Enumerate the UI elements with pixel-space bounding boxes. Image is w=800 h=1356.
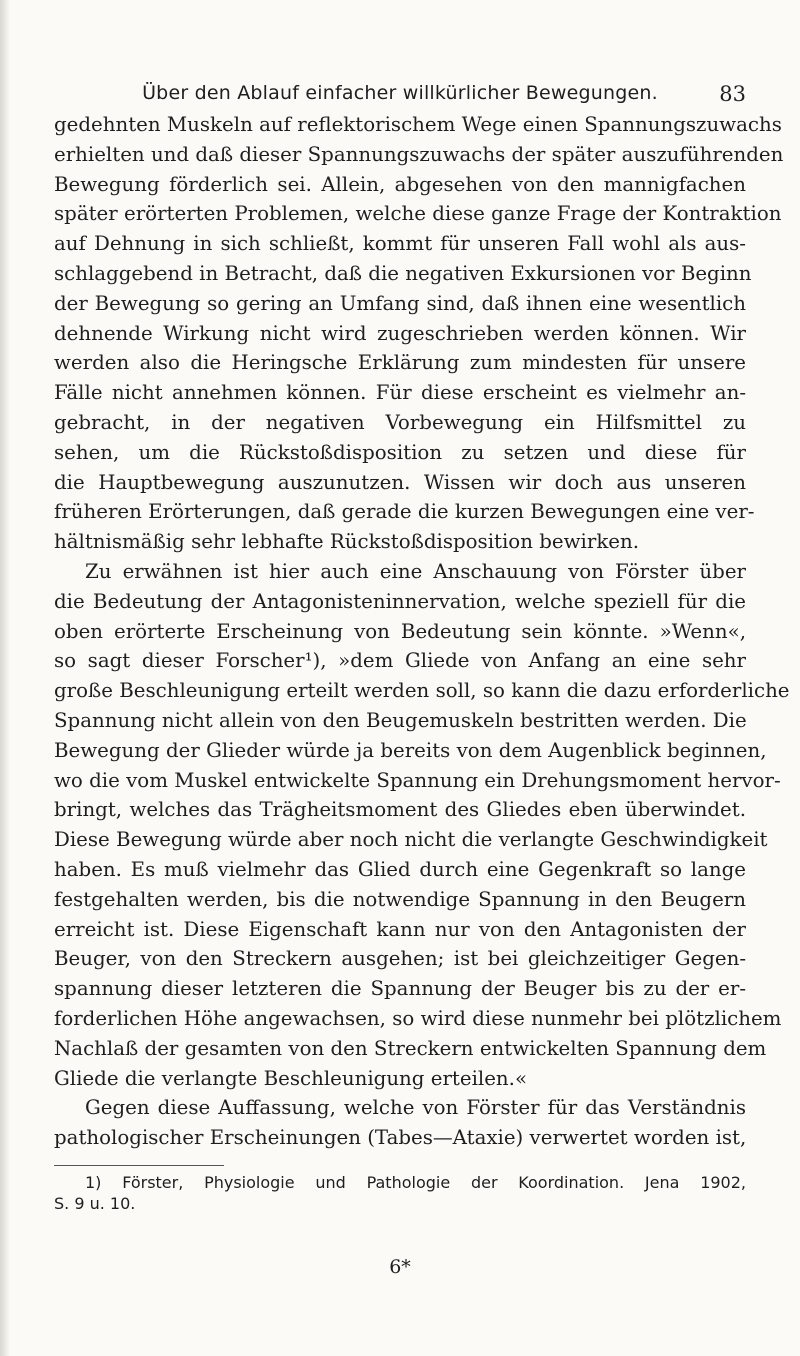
text-line: Beuger, von den Streckern ausgehen; ist bei gleichzeitiger Gegen- — [54, 947, 746, 971]
text-line: Diese Bewegung würde aber noch nicht die verlangte Geschwindigkeit — [54, 828, 768, 852]
text-line: spannung dieser letzteren die Spannung der Beuger bis zu der er- — [54, 977, 746, 1001]
text-line: die Hauptbewegung auszunutzen. Wissen wir doch aus unseren — [54, 470, 746, 494]
page-number: 83 — [719, 82, 746, 106]
text-line: sehen, um die Rückstoßdisposition zu setzen und diese für — [54, 440, 746, 464]
text-line: Zu erwähnen ist hier auch eine Anschauung von Förster über — [85, 559, 746, 583]
text-line: die Bedeutung der Antagonisteninnervation, welche speziell für die — [54, 589, 746, 613]
text-line: früheren Erörterungen, daß gerade die kurzen Bewegungen eine ver- — [54, 500, 755, 524]
text-line: Bewegung der Glieder würde ja bereits von dem Augenblick beginnen, — [54, 738, 767, 762]
text-line: haben. Es muß vielmehr das Glied durch eine Gegenkraft so lange — [54, 857, 746, 881]
running-head — [54, 70, 746, 110]
text-line: hältnismäßig sehr lebhafte Rückstoßdisposition bewirken. — [54, 530, 640, 554]
text-line: Spannung nicht allein von den Beugemuskeln bestritten werden. Die — [54, 708, 747, 732]
text-line: auf Dehnung in sich schließt, kommt für unseren Fall wohl als aus- — [54, 232, 746, 256]
body-text — [54, 110, 790, 1153]
text-line: dehnende Wirkung nicht wird zugeschrieben werden können. Wir — [54, 321, 746, 345]
book-page — [54, 70, 790, 1278]
page-edge-shadow — [0, 0, 10, 1356]
text-line: große Beschleunigung erteilt werden soll, so kann die dazu erforderliche — [54, 679, 790, 703]
text-line: forderlichen Höhe angewachsen, so wird diese nunmehr bei plötzlichem — [54, 1006, 782, 1030]
text-line: Bewegung förderlich sei. Allein, abgesehen von den mannigfachen — [54, 172, 746, 196]
text-line: schlaggebend in Betracht, daß die negativen Exkursionen vor Beginn — [54, 261, 752, 285]
text-line: werden also die Heringsche Erklärung zum mindesten für unsere — [54, 351, 746, 375]
text-line: der Bewegung so gering an Umfang sind, daß ihnen eine wesentlich — [54, 291, 746, 315]
text-line: festgehalten werden, bis die notwendige Spannung in den Beugern — [54, 887, 746, 911]
text-line: Gliede die verlangte Beschleunigung erteilen.« — [54, 1066, 528, 1090]
text-line: Fälle nicht annehmen können. Für diese erscheint es vielmehr an- — [54, 381, 746, 405]
text-line: erhielten und daß dieser Spannungszuwachs der später auszuführenden — [54, 142, 784, 166]
footnote-line: S. 9 u. 10. — [54, 1193, 136, 1213]
text-line: wo die vom Muskel entwickelte Spannung ein Drehungsmoment hervor- — [54, 768, 781, 792]
text-line: gedehnten Muskeln auf reflektorischem Wege einen Spannungszuwachs — [54, 113, 782, 136]
text-line: gebracht, in der negativen Vorbewegung ein Hilfsmittel zu — [54, 410, 746, 434]
text-line: pathologischer Erscheinungen (Tabes—Ataxie) verwertet worden ist, — [54, 1126, 747, 1150]
text-line: später erörterten Problemen, welche diese ganze Frage der Kontraktion — [54, 202, 782, 226]
text-line: bringt, welches das Trägheitsmoment des Gliedes eben überwindet. — [54, 798, 746, 822]
text-line: Gegen diese Auffassung, welche von Förster für das Verständnis — [85, 1096, 746, 1120]
footnote-line: 1) Förster, Physiologie und Pathologie der Koordination. Jena 1902, — [85, 1172, 746, 1192]
footnote-rule — [54, 1165, 224, 1166]
text-line: so sagt dieser Forscher¹), »dem Gliede von Anfang an eine sehr — [54, 649, 746, 673]
paragraph-1 — [54, 110, 784, 557]
text-line: Nachlaß der gesamten von den Streckern entwickelten Spannung dem — [54, 1036, 767, 1060]
footnote — [54, 1172, 746, 1214]
running-title: Über den Ablauf einfacher willkürlicher Bewegungen. — [142, 82, 658, 104]
printer-signature: 6* — [389, 1255, 411, 1278]
paragraph-2 — [54, 557, 790, 1093]
text-line: erreicht ist. Diese Eigenschaft kann nur von den Antagonisten der — [54, 917, 746, 941]
text-line: oben erörterte Erscheinung von Bedeutung sein könnte. »Wenn«, — [54, 619, 746, 643]
paragraph-3 — [54, 1093, 746, 1153]
